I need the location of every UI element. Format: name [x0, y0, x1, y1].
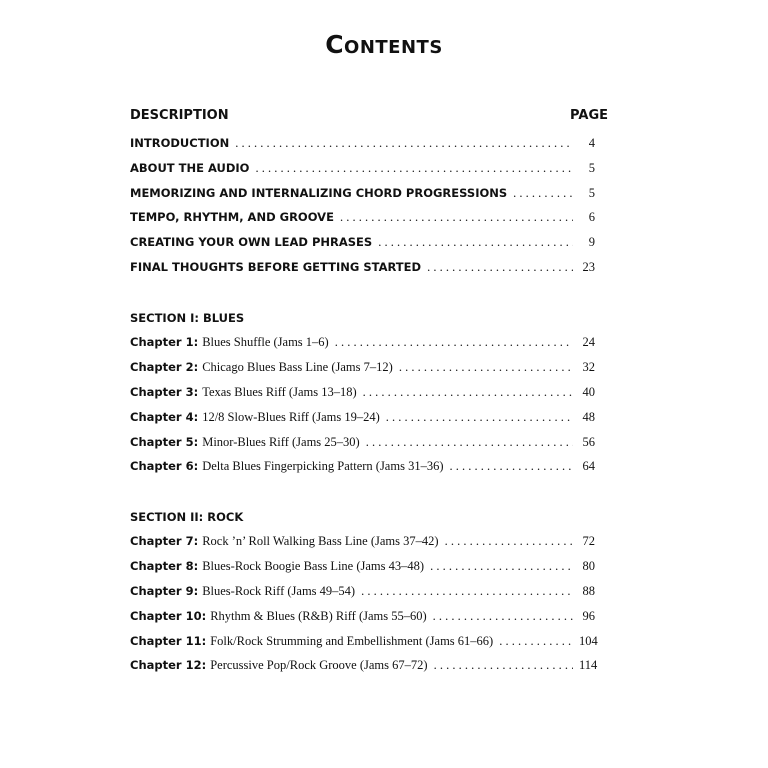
toc-entry-page: 5: [588, 186, 595, 200]
chapter-label: Chapter 5: [130, 435, 194, 449]
chapter-title: Rhythm & Blues (R&B) Riff (Jams 55–60): [210, 609, 427, 623]
chapter-title: Blues-Rock Boogie Bass Line (Jams 43–48): [202, 559, 425, 573]
section-heading-blues: SECTION I: BLUES: [130, 311, 245, 325]
dot-leader: [445, 534, 573, 549]
toc-chapter-11: Chapter 11 : Folk/Rock Strumming and Embellishment (Jams 61–66) . . . 104: [130, 634, 607, 652]
toc-chapter-12: Chapter 12 : Percussive Pop/Rock Groove (Jams 67–72) . . . 114: [130, 658, 607, 676]
chapter-page: 48: [582, 410, 595, 424]
section-heading-rock: SECTION II: ROCK: [130, 510, 244, 524]
dot-leader: [335, 335, 573, 350]
dot-leader: [361, 584, 573, 599]
chapter-page: 56: [582, 435, 595, 449]
chapter-page: 88: [582, 584, 595, 598]
toc-entry-page: 23: [582, 260, 595, 274]
page-title: Contents: [325, 30, 443, 59]
toc-entry-memorizing: [130, 186, 607, 204]
chapter-title: Rock ’n’ Roll Walking Bass Line (Jams 37–42): [202, 534, 439, 548]
dot-leader: [499, 634, 573, 649]
toc-entry-page: 5: [588, 161, 595, 175]
chapter-page: 80: [582, 559, 595, 573]
toc-entry-final-thoughts: [130, 260, 607, 278]
chapter-label: Chapter 2: [130, 360, 194, 374]
dot-leader: [363, 385, 573, 400]
chapter-label: Chapter 4: [130, 410, 194, 424]
toc-entry-page: 6: [588, 210, 595, 224]
toc-entry-about-the-audio: [130, 161, 607, 179]
dot-leader: [378, 235, 573, 250]
page-column-header: PAGE: [570, 108, 608, 123]
chapter-page: 104: [579, 634, 598, 648]
toc-entry-introduction: [130, 136, 607, 154]
dot-leader: [427, 260, 573, 275]
toc-chapter-9: Chapter 9 : Blues-Rock Riff (Jams 49–54) . . . 88: [130, 584, 607, 602]
dot-leader: [449, 459, 573, 474]
toc-entry-label: CREATING YOUR OWN LEAD PHRASES: [130, 235, 373, 249]
chapter-title: Delta Blues Fingerpicking Pattern (Jams 31–36): [202, 459, 444, 473]
chapter-label: Chapter 6: [130, 459, 194, 473]
chapter-title: Minor-Blues Riff (Jams 25–30): [202, 435, 360, 449]
toc-entry-tempo: [130, 210, 607, 228]
toc-chapter-4: Chapter 4 : 12/8 Slow-Blues Riff (Jams 19–24) . . . 48: [130, 410, 607, 428]
dot-leader: [340, 210, 573, 225]
toc-chapter-10: Chapter 10 : Rhythm & Blues (R&B) Riff (Jams 55–60) . . . 96: [130, 609, 607, 627]
chapter-page: 72: [582, 534, 595, 548]
toc-entry-label: INTRODUCTION: [130, 136, 230, 150]
chapter-page: 96: [582, 609, 595, 623]
chapter-title: Chicago Blues Bass Line (Jams 7–12): [202, 360, 393, 374]
dot-leader: [399, 360, 573, 375]
toc-entry-label: FINAL THOUGHTS BEFORE GETTING STARTED: [130, 260, 422, 274]
dot-leader: [366, 435, 573, 450]
chapter-label: Chapter 9: [130, 584, 194, 598]
toc-entry-lead-phrases: [130, 235, 607, 253]
chapter-title: Blues-Rock Riff (Jams 49–54): [202, 584, 356, 598]
toc-chapter-8: Chapter 8 : Blues-Rock Boogie Bass Line (Jams 43–48) . . . 80: [130, 559, 607, 577]
toc-entry-page: 9: [588, 235, 595, 249]
dot-leader: [433, 609, 573, 624]
chapter-page: 40: [582, 385, 595, 399]
chapter-label: Chapter 12: [130, 658, 202, 672]
toc-chapter-1: Chapter 1 : Blues Shuffle (Jams 1–6) . . . 24: [130, 335, 607, 353]
chapter-title: 12/8 Slow-Blues Riff (Jams 19–24): [202, 410, 380, 424]
chapter-label: Chapter 10: [130, 609, 202, 623]
chapter-label: Chapter 8: [130, 559, 194, 573]
chapter-label: Chapter 11: [130, 634, 202, 648]
toc-chapter-7: Chapter 7 : Rock ’n’ Roll Walking Bass Line (Jams 37–42) . . . 72: [130, 534, 607, 552]
dot-leader: [434, 658, 573, 673]
toc-entry-label: TEMPO, RHYTHM, AND GROOVE: [130, 210, 334, 224]
toc-entry-label: ABOUT THE AUDIO: [130, 161, 250, 175]
toc-chapter-2: Chapter 2 : Chicago Blues Bass Line (Jams 7–12) . . . 32: [130, 360, 607, 378]
dot-leader: [386, 410, 573, 425]
dot-leader: [255, 161, 573, 176]
chapter-label: Chapter 3: [130, 385, 194, 399]
chapter-title: Texas Blues Riff (Jams 13–18): [202, 385, 357, 399]
chapter-title: Blues Shuffle (Jams 1–6): [202, 335, 329, 349]
toc-entry-label: MEMORIZING AND INTERNALIZING CHORD PROGRESSIONS: [130, 186, 508, 200]
description-column-header: DESCRIPTION: [130, 108, 229, 123]
chapter-label: Chapter 7: [130, 534, 194, 548]
dot-leader: [430, 559, 573, 574]
toc-chapter-5: Chapter 5 : Minor-Blues Riff (Jams 25–30) . . . 56: [130, 435, 607, 453]
chapter-page: 32: [582, 360, 595, 374]
chapter-page: 64: [582, 459, 595, 473]
chapter-page: 114: [579, 658, 598, 672]
toc-chapter-3: Chapter 3 : Texas Blues Riff (Jams 13–18) . . . 40: [130, 385, 607, 403]
chapter-page: 24: [582, 335, 595, 349]
toc-chapter-6: Chapter 6 : Delta Blues Fingerpicking Pattern (Jams 31–36) . . . 64: [130, 459, 607, 477]
dot-leader: [235, 136, 573, 151]
chapter-title: Folk/Rock Strumming and Embellishment (Jams 61–66): [210, 634, 494, 648]
toc-entry-page: 4: [588, 136, 595, 150]
chapter-label: Chapter 1: [130, 335, 194, 349]
chapter-title: Percussive Pop/Rock Groove (Jams 67–72): [210, 658, 428, 672]
dot-leader: [513, 186, 573, 201]
